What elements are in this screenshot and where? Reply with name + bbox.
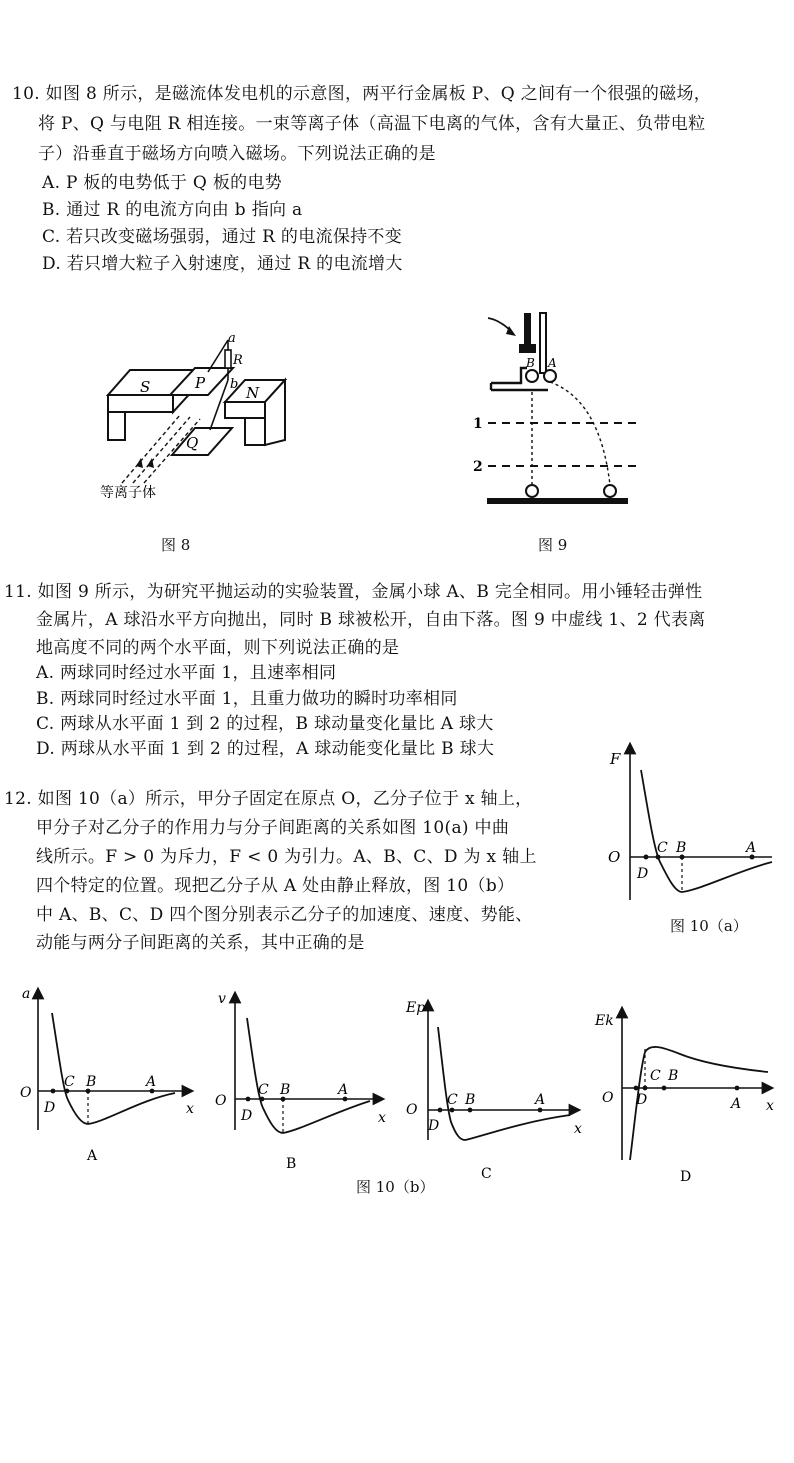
panel-c-label-b: B	[465, 1092, 476, 1108]
label-q: Q	[186, 434, 199, 452]
label-n: N	[246, 384, 260, 402]
label-f-axis: F	[610, 750, 621, 768]
q10-option-b: B. 通过 R 的电流方向由 b 指向 a	[42, 200, 303, 220]
panel-d-label-c: C	[650, 1068, 661, 1084]
q10-stem-line-1: 10. 如图 8 所示，是磁流体发电机的示意图，两平行金属板 P、Q 之间有一个很强的磁场，	[12, 84, 712, 104]
panel-b-label-c: C	[258, 1082, 269, 1098]
panel-d-xaxis-label: x	[766, 1098, 774, 1114]
label-plane-2: 2	[473, 459, 483, 475]
q12-stem-line-6: 动能与两分子间距离的关系，其中正确的是	[36, 933, 365, 953]
label-ball-b: B	[526, 356, 535, 370]
panel-c-origin: O	[406, 1102, 418, 1118]
figure-8-caption: 图 8	[161, 536, 191, 554]
q11-option-d: D. 两球从水平面 1 到 2 的过程，A 球动能变化量比 B 球大	[36, 739, 495, 759]
panel-b-label-d: D	[241, 1108, 253, 1124]
label-plane-1: 1	[473, 416, 483, 432]
panel-a-label-d: D	[44, 1100, 56, 1116]
label-p: P	[195, 374, 206, 392]
panel-d-yaxis-label: Ek	[595, 1013, 614, 1029]
panel-b-letter: B	[286, 1156, 297, 1172]
panel-c-label-a: A	[535, 1092, 546, 1108]
panel-c-xaxis-label: x	[574, 1121, 582, 1137]
q11-stem-line-1: 11. 如图 9 所示，为研究平抛运动的实验装置，金属小球 A、B 完全相同。用小锤轻击弹性	[4, 582, 703, 602]
q12-stem-line-4: 四个特定的位置。现把乙分子从 A 处由静止释放，图 10（b）	[36, 876, 515, 896]
figure-10a-caption: 图 10（a）	[670, 917, 748, 935]
q12-stem-line-1: 12. 如图 10（a）所示，甲分子固定在原点 O，乙分子位于 x 轴上，	[4, 789, 533, 809]
label-plasma: 等离子体	[100, 485, 156, 501]
panel-c-yaxis-label: Ep	[406, 1000, 426, 1016]
q11-option-a: A. 两球同时经过水平面 1，且速率相同	[36, 663, 337, 683]
panel-c-label-c: C	[447, 1092, 458, 1108]
panel-b-xaxis-label: x	[378, 1110, 386, 1126]
label-b: B	[676, 840, 687, 856]
q12-stem-line-2: 甲分子对乙分子的作用力与分子间距离的关系如图 10(a) 中曲	[36, 818, 510, 838]
q12-stem-line-3: 线所示。F > 0 为斥力，F < 0 为引力。A、B、C、D 为 x 轴上	[36, 847, 537, 867]
figure-10b-caption: 图 10（b）	[356, 1178, 435, 1196]
panel-a-letter: A	[87, 1148, 98, 1164]
panel-a-xaxis-label: x	[186, 1101, 194, 1117]
figure-9-caption: 图 9	[538, 536, 568, 554]
panel-b-velocity	[235, 997, 379, 1133]
q10-option-c: C. 若只改变磁场强弱，通过 R 的电流保持不变	[42, 227, 403, 247]
q10-stem-line-2: 将 P、Q 与电阻 R 相连接。一束等离子体（高温下电离的气体，含有大量正、负带电粒	[38, 114, 706, 134]
panel-d-origin: O	[602, 1090, 614, 1106]
panel-a-origin: O	[20, 1085, 32, 1101]
panel-c-potential-energy	[428, 1005, 575, 1140]
label-a: a	[228, 331, 236, 346]
panel-b-origin: O	[215, 1093, 227, 1109]
panel-a-label-a: A	[146, 1074, 157, 1090]
q11-stem-line-2: 金属片，A 球沿水平方向抛出，同时 B 球被松开，自由下落。图 9 中虚线 1、2 代表离	[36, 610, 706, 630]
panel-a-label-b: B	[86, 1074, 97, 1090]
q11-stem-line-3: 地高度不同的两个水平面，则下列说法正确的是	[36, 638, 400, 658]
label-ball-a: A	[548, 356, 557, 370]
label-origin: O	[608, 848, 621, 866]
panel-b-label-b: B	[280, 1082, 291, 1098]
panel-a-yaxis-label: a	[22, 986, 31, 1002]
panel-d-label-a: A	[731, 1096, 742, 1112]
panel-c-letter: C	[481, 1166, 492, 1182]
label-b: b	[230, 377, 239, 392]
label-s: S	[140, 378, 151, 396]
panel-a-acceleration	[38, 993, 188, 1130]
panel-d-kinetic-energy	[622, 1012, 768, 1160]
q10-option-a: A. P 板的电势低于 Q 板的电势	[42, 173, 283, 193]
panel-d-label-b: B	[668, 1068, 679, 1084]
q10-option-d: D. 若只增大粒子入射速度，通过 R 的电流增大	[42, 254, 403, 274]
panel-b-label-a: A	[338, 1082, 349, 1098]
panel-c-label-d: D	[428, 1118, 440, 1134]
panel-b-yaxis-label: v	[218, 991, 226, 1007]
q12-stem-line-5: 中 A、B、C、D 四个图分别表示乙分子的加速度、速度、势能、	[36, 905, 533, 925]
label-r: R	[233, 353, 243, 368]
label-d: D	[637, 866, 649, 882]
q10-stem-line-3: 子）沿垂直于磁场方向喷入磁场。下列说法正确的是	[38, 144, 436, 164]
label-a: A	[746, 840, 757, 856]
q11-option-c: C. 两球从水平面 1 到 2 的过程，B 球动量变化量比 A 球大	[36, 714, 494, 734]
q11-option-b: B. 两球同时经过水平面 1，且重力做功的瞬时功率相同	[36, 689, 458, 709]
panel-a-label-c: C	[64, 1074, 75, 1090]
panel-d-letter: D	[680, 1169, 692, 1185]
label-c: C	[657, 840, 668, 856]
panel-d-label-d: D	[636, 1092, 648, 1108]
